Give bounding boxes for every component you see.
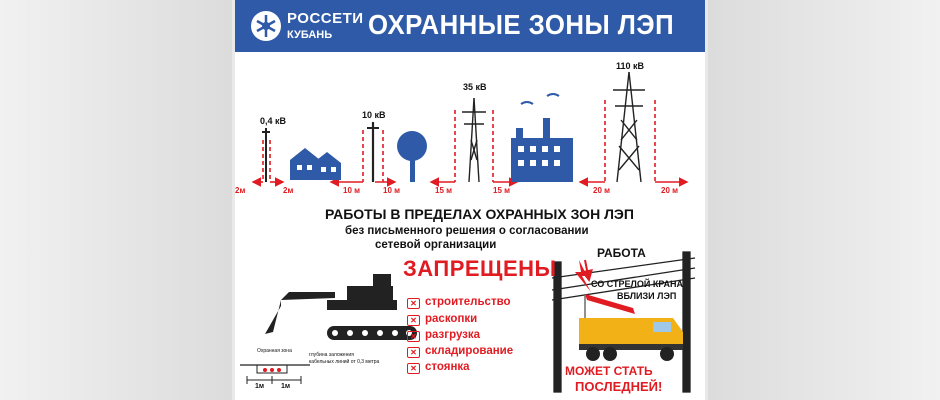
voltage-04kv-label: 0,4 кВ bbox=[260, 116, 287, 126]
x-mark-icon: ✕ bbox=[407, 331, 420, 342]
list-item: стоянка bbox=[425, 361, 470, 373]
crane-truck-icon bbox=[579, 294, 683, 361]
distance-label-3: 10 м bbox=[343, 186, 361, 195]
crane-heading: РАБОТА bbox=[597, 246, 646, 260]
factory-icon bbox=[511, 94, 573, 182]
brand-region: КУБАНЬ bbox=[287, 29, 333, 41]
cable-zone-label: Охранная зона bbox=[257, 348, 292, 354]
cable-measure-2: 1м bbox=[281, 383, 291, 390]
crane-arrow bbox=[585, 260, 589, 280]
tree-icon bbox=[397, 131, 427, 182]
forbidden-label: ЗАПРЕЩЕНЫ bbox=[403, 256, 557, 281]
background-left-blur bbox=[0, 0, 232, 400]
distance-label-4: 10 м bbox=[383, 186, 401, 195]
distance-label-8: 20 м bbox=[661, 186, 679, 195]
page-title: ОХРАННЫЕ ЗОНЫ ЛЭП bbox=[368, 9, 675, 40]
x-mark-icon: ✕ bbox=[407, 347, 420, 358]
list-item: складирование bbox=[425, 345, 514, 357]
rules-line-2: сетевой организации bbox=[375, 239, 497, 251]
houses-icon bbox=[290, 148, 341, 180]
x-mark-icon: ✕ bbox=[407, 298, 420, 309]
cable-section-icon bbox=[240, 365, 310, 384]
x-mark-icon: ✕ bbox=[407, 315, 420, 326]
tower-110kv-icon bbox=[613, 72, 645, 182]
crane-line-1: СО СТРЕЛОЙ КРАНА bbox=[591, 279, 684, 289]
distance-label-2: 2м bbox=[283, 186, 294, 195]
warning-line-2: ПОСЛЕДНЕЙ! bbox=[575, 379, 663, 394]
voltage-110kv-label: 110 кВ bbox=[616, 61, 645, 71]
pole-10kv-icon bbox=[367, 122, 379, 182]
distance-label-5: 15 м bbox=[435, 186, 453, 195]
rules-line-1: без письменного решения о согласовании bbox=[345, 225, 589, 237]
distance-label-7: 20 м bbox=[593, 186, 611, 195]
cable-depth-label-2: кабельных линий от 0,3 метра bbox=[309, 359, 380, 365]
warning-line-1: МОЖЕТ СТАТЬ bbox=[565, 364, 653, 378]
distance-label-1: 2м bbox=[235, 186, 246, 195]
brand-name: РОССЕТИ bbox=[287, 10, 364, 27]
excavator-icon bbox=[265, 274, 417, 340]
list-item: строительство bbox=[425, 296, 511, 308]
crane-line-2: ВБЛИЗИ ЛЭП bbox=[617, 291, 677, 301]
voltage-35kv-label: 35 кВ bbox=[463, 82, 487, 92]
list-item: раскопки bbox=[425, 313, 478, 325]
x-mark-icon: ✕ bbox=[407, 363, 420, 374]
poster bbox=[235, 0, 705, 400]
rules-heading: РАБОТЫ В ПРЕДЕЛАХ ОХРАННЫХ ЗОН ЛЭП bbox=[325, 206, 634, 222]
voltage-10kv-label: 10 кВ bbox=[362, 110, 386, 120]
tower-35kv-icon bbox=[462, 98, 486, 182]
cable-depth-label-1: глубина заложения bbox=[309, 352, 354, 358]
list-item: разгрузка bbox=[425, 329, 481, 341]
cable-measure-1: 1м bbox=[255, 383, 265, 390]
background-right-blur bbox=[708, 0, 940, 400]
distance-label-6: 15 м bbox=[493, 186, 511, 195]
